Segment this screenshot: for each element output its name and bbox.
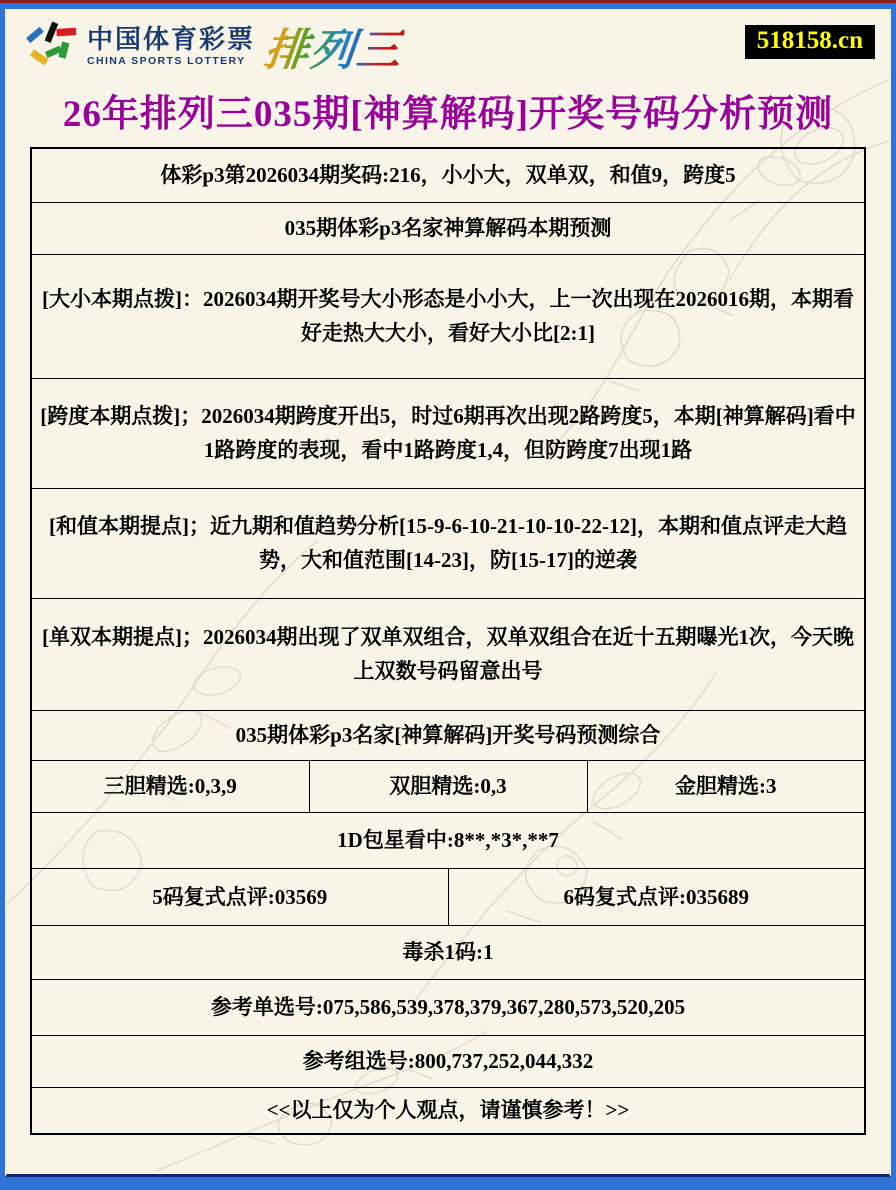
site-header xyxy=(7,11,889,75)
prediction-table xyxy=(30,147,866,1135)
baoxing-text: 1D包星看中:8**,*3*,**7 xyxy=(31,812,865,868)
analysis-row-kuadu xyxy=(31,378,865,488)
analysis-danshuang-text: [单双本期提点]；2026034期出现了双单双组合，双单双组合在近十五期曝光1次，今天晚上双数号码留意出号 xyxy=(31,598,865,710)
analysis-row-danshuang xyxy=(31,598,865,710)
section1-header-row xyxy=(31,202,865,254)
fushi-6-cell: 6码复式点评:035689 xyxy=(448,868,865,925)
analysis-hezhi-text: [和值本期提点]；近九期和值趋势分析[15-9-6-10-21-10-10-22-12]，本期和值点评走大趋势，大和值范围[14-23]，防[15-17]的逆袭 xyxy=(31,488,865,598)
danxuan-text: 参考单选号:075,586,539,378,379,367,280,573,520,205 xyxy=(31,979,865,1035)
disclaimer-row xyxy=(31,1087,865,1134)
analysis-daxiao-text: [大小本期点拨]：2026034期开奖号大小形态是小小大，上一次出现在2026016期，本期看好走热大大小，看好大小比[2:1] xyxy=(31,254,865,378)
jin-dan-cell: 金胆精选:3 xyxy=(587,760,865,812)
section1-title: 035期体彩p3名家神算解码本期预测 xyxy=(31,202,865,254)
analysis-kuadu-text: [跨度本期点拨]；2026034期跨度开出5，时过6期再次出现2路跨度5，本期[神算解码]看中1路跨度的表现，看中1路跨度1,4，但防跨度7出现1路 xyxy=(31,378,865,488)
dan-selection-row xyxy=(31,760,865,812)
page-title: 26年排列三035期[神算解码]开奖号码分析预测 xyxy=(62,94,834,135)
game-logo-pailiesan: 排列三 xyxy=(262,14,407,78)
section2-title: 035期体彩p3名家[神算解码]开奖号码预测综合 xyxy=(31,710,865,760)
brand-name-cn: 中国体育彩票 xyxy=(87,23,256,54)
baoxing-row xyxy=(31,812,865,868)
fushi-row xyxy=(31,868,865,925)
result-summary-row xyxy=(31,148,865,202)
san-dan-cell: 三胆精选:0,3,9 xyxy=(31,760,309,812)
brand-name-en: CHINA SPORTS LOTTERY xyxy=(87,54,246,67)
brand-text xyxy=(87,23,256,67)
page-background xyxy=(5,9,891,1177)
analysis-row-daxiao xyxy=(31,254,865,378)
fushi-5-cell: 5码复式点评:03569 xyxy=(31,868,448,925)
zuxuan-row xyxy=(31,1035,865,1087)
result-summary-text: 体彩p3第2026034期奖码:216，小小大，双单双，和值9，跨度5 xyxy=(31,148,865,202)
section2-header-row xyxy=(31,710,865,760)
china-sports-lottery-logo-icon xyxy=(23,20,79,72)
disclaimer-text: <<以上仅为个人观点，请谨慎参考！>> xyxy=(31,1087,865,1134)
dusha-row xyxy=(31,925,865,979)
danxuan-row xyxy=(31,979,865,1035)
dusha-text: 毒杀1码:1 xyxy=(31,925,865,979)
zuxuan-text: 参考组选号:800,737,252,044,332 xyxy=(31,1035,865,1087)
shuang-dan-cell: 双胆精选:0,3 xyxy=(309,760,587,812)
analysis-row-hezhi xyxy=(31,488,865,598)
site-url-badge: 518158.cn xyxy=(745,25,875,59)
